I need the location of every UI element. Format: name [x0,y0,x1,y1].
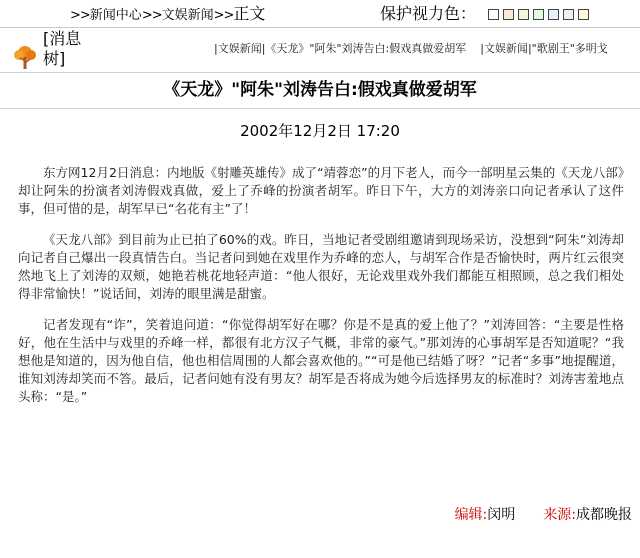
source-name: 成都晚报 [576,507,632,523]
breadcrumb-current: 正文 [233,4,266,23]
color-swatch-button[interactable] [578,9,589,20]
breadcrumb-separator: >> [70,8,90,23]
color-swatch-button[interactable] [488,9,499,20]
article-paragraph: 记者发现有“诈”，笑着追问道：“你觉得胡军好在哪？你是不是真的爱上他了？”刘涛回答：“主要是性格好，他在生活中与戏里的乔峰一样，都很有北方汉子气概，非常的豪气。”那刘涛的心事胡军是否知道呢？“我想他是知道的，因为他自信，他也相信周围的人都会喜欢他的。”“可是他已结婚了呀？”记者“多事”地提醒道，谁知刘涛却笑而不答。最后，记者问她有没有男友？胡军是否将成为她今后选择男友的标准时？刘涛害羞地点头称：“是。” [18,317,624,404]
divider [0,72,640,73]
article-footer [455,504,632,526]
editor-label: 编辑: [454,507,488,523]
logo-text[interactable]: [消息树] [43,29,82,68]
color-swatch-button[interactable] [533,9,544,20]
color-swatch-button[interactable] [548,9,559,20]
breadcrumb-separator: >> [141,8,162,23]
eye-protection-label: 保护视力色： [380,4,477,23]
editor-name: 闵明 [487,507,516,523]
divider [0,108,640,109]
color-swatch-button[interactable] [563,9,574,20]
color-swatch-button[interactable] [503,9,514,20]
breadcrumb-entertainment-link[interactable]: 文娱新闻 [161,8,214,23]
article-paragraph: 《天龙八部》到目前为止已拍了60%的戏。昨日，当地记者受剧组邀请到现场采访，没想到“阿朱”刘涛却向记者自己爆出一段真情告白。当记者问到她在戏里作为乔峰的恋人，与胡军合作是否愉快时，两片红云很突然地飞上了刘涛的双颊，她艳若桃花地轻声道：“他人很好，无论戏里戏外我们都能互相照顾，总之我们相处得非常愉快！”说话间，刘涛的眼里满是甜蜜。 [18,232,624,301]
breadcrumb [70,4,265,24]
article-title: 《天龙》"阿朱"刘涛告白:假戏真做爱胡军 [163,80,477,100]
source-label: 来源: [543,507,576,523]
ticker-link[interactable]: |文娱新闻|"歌剧王"多明戈 [480,42,608,55]
eye-color-swatches [488,9,593,20]
tree-logo-icon [13,44,37,70]
ticker-link[interactable]: |文娱新闻|《天龙》"阿朱"刘涛告白:假戏真做爱胡军 [214,42,467,55]
breadcrumb-separator: >> [213,8,234,23]
color-swatch-button[interactable] [518,9,529,20]
header-divider [0,27,640,28]
news-ticker [214,41,640,57]
breadcrumb-news-center-link[interactable]: 新闻中心 [89,8,142,23]
article-body [18,164,624,419]
article-date: 2002年12月2日 17:20 [240,122,400,140]
article-paragraph: 东方网12月2日消息：内地版《射雕英雄传》成了“靖蓉恋”的月下老人，而今一部明星云集的《天龙八部》却让阿朱的扮演者刘涛假戏真做，爱上了乔峰的扮演者胡军。昨日下午，大方的刘涛亲口向记者承认了这件事，但可惜的是，胡军早已“名花有主”了！ [18,165,624,216]
